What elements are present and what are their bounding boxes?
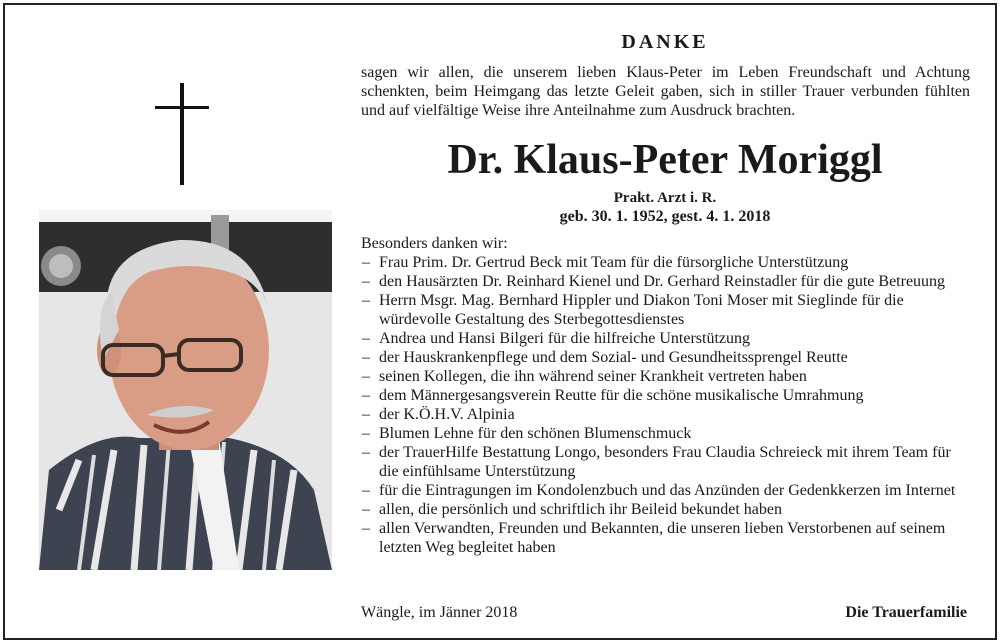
list-item: – seinen Kollegen, die ihn während seiner Krankheit vertreten haben — [362, 368, 807, 385]
list-item: – Frau Prim. Dr. Gertrud Beck mit Team für die fürsorgliche Unterstützung — [362, 254, 849, 271]
place-date: Wängle, im Jänner 2018 — [361, 604, 518, 621]
thanks-list — [361, 253, 973, 557]
list-item: – dem Männergesangsverein Reutte für die schöne musikalische Umrahmung — [362, 387, 864, 404]
deceased-dates: geb. 30. 1. 1952, gest. 4. 1. 2018 — [559, 208, 771, 225]
list-item: – Andrea und Hansi Bilgeri für die hilfreiche Unterstützung — [362, 330, 750, 347]
list-item: – den Hausärzten Dr. Reinhard Kienel und Dr. Gerhard Reinstadler für die gute Betreuung — [362, 273, 946, 290]
deceased-name: Dr. Klaus-Peter Moriggl — [447, 137, 883, 183]
intro-text: sagen wir allen, die unserem lieben Klaus-Peter im Leben Freundschaft und Achtung schenkten, beim Heimgang das letzte Geleit gaben, sich in stiller Trauer verbunden fühlten und auf vielfältige Weise ihre Anteilnahme zum Ausdruck brachten. — [361, 64, 970, 119]
list-item: – Blumen Lehne für den schönen Blumenschmuck — [362, 425, 692, 442]
signature: Die Trauerfamilie — [845, 604, 967, 621]
deceased-title: Prakt. Arzt i. R. — [613, 190, 717, 206]
list-item: – der Hauskrankenpflege und dem Sozial- und Gesundheitssprengel Reutte — [362, 349, 848, 366]
cross-icon — [155, 83, 209, 185]
list-item: – für die Eintragungen im Kondolenzbuch und das Anzünden der Gedenkkerzen im Internet — [362, 482, 956, 499]
list-item: – Herrn Msgr. Mag. Bernhard Hippler und Diakon Toni Moser mit Sieglinde für die würdevolle Gestaltung des Sterbegottesdienstes — [362, 292, 904, 328]
list-item: – der K.Ö.H.V. Alpinia — [362, 406, 515, 423]
list-item: – allen, die persönlich und schriftlich ihr Beileid bekundet haben — [362, 501, 782, 518]
portrait-photo — [39, 210, 332, 570]
list-item: – allen Verwandten, Freunden und Bekannten, die unseren lieben Verstorbenen auf seinem letzten Weg begleitet haben — [362, 520, 946, 556]
obituary-card — [3, 3, 997, 640]
list-item: – der TrauerHilfe Bestattung Longo, besonders Frau Claudia Schreieck mit ihrem Team für die einfühlsame Unterstützung — [362, 444, 951, 480]
heading: DANKE — [621, 31, 709, 53]
thanks-heading: Besonders danken wir: — [361, 235, 508, 252]
